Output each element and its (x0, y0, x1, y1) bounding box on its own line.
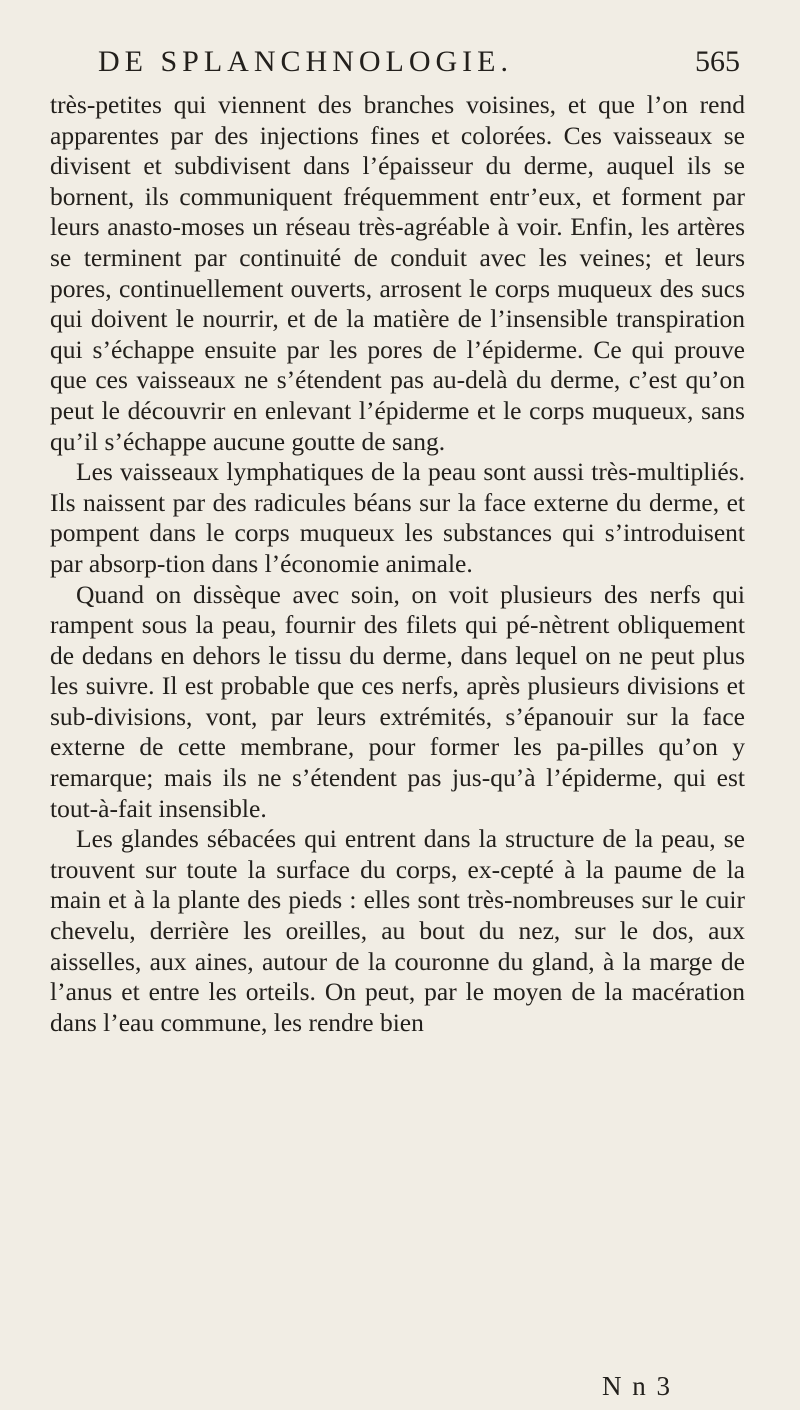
page-number: 565 (695, 45, 740, 78)
paragraph-sebaceous-glands: Les glandes sébacées qui entrent dans la structure de la peau, se trouvent sur toute la surface du corps, ex-cepté à la paume de la main et à la plante des pieds : elles sont très-nombreuses sur le cuir chevelu, derrière les oreilles, au bout du nez, sur le dos, aux aisselles, aux aines, autour de la couronne du gland, à la marge de l’anus et entre les orteils. On peut, par le moyen de la macération dans l’eau commune, les rendre bien (50, 824, 745, 1037)
paragraph-arteries: très-petites qui viennent des branches voisines, et que l’on rend apparentes par des injections fines et colorées. Ces vaisseaux se divisent et subdivisent dans l’épaisseur du derme, auquel ils se bornent, ils communiquent fréquemment entr’eux, et forment par leurs anasto-moses un réseau très-agréable à voir. Enfin, les artères se terminent par continuité de conduit avec les veines; et leurs pores, continuellement ouverts, arrosent le corps muqueux des sucs qui doivent le nourrir, et de la matière de l’insensible transpiration qui s’échappe ensuite par les pores de l’épiderme. Ce qui prouve que ces vaisseaux ne s’étendent pas au-delà du derme, c’est qu’on peut le découvrir en enlevant l’épiderme et le corps muqueux, sans qu’il s’échappe aucune goutte de sang. (50, 90, 745, 456)
signature-mark: N n 3 (602, 1371, 672, 1401)
paragraph-nerves: Quand on dissèque avec soin, on voit plusieurs des nerfs qui rampent sous la peau, fournir des filets qui pé-nètrent obliquement de dedans en dehors le tissu du derme, dans lequel on ne peut plus les suivre. Il est probable que ces nerfs, après plusieurs divisions et sub-divisions, vont, par leurs extrémités, s’épanouir sur la face externe de cette membrane, pour former les pa-pilles qu’on y remarque; mais ils ne s’étendent pas jus-qu’à l’épiderme, qui est tout-à-fait insensible. (50, 579, 745, 823)
paragraph-lymphatics: Les vaisseaux lymphatiques de la peau sont aussi très-multipliés. Ils naissent par des radicules béans sur la face externe du derme, et pompent dans le corps muqueux les substances qui s’introduisent par absorp-tion dans l’économie animale. (50, 457, 745, 578)
running-head (0, 42, 800, 82)
body-text (50, 90, 745, 1038)
running-title: DE SPLANCHNOLOGIE. (98, 45, 513, 78)
